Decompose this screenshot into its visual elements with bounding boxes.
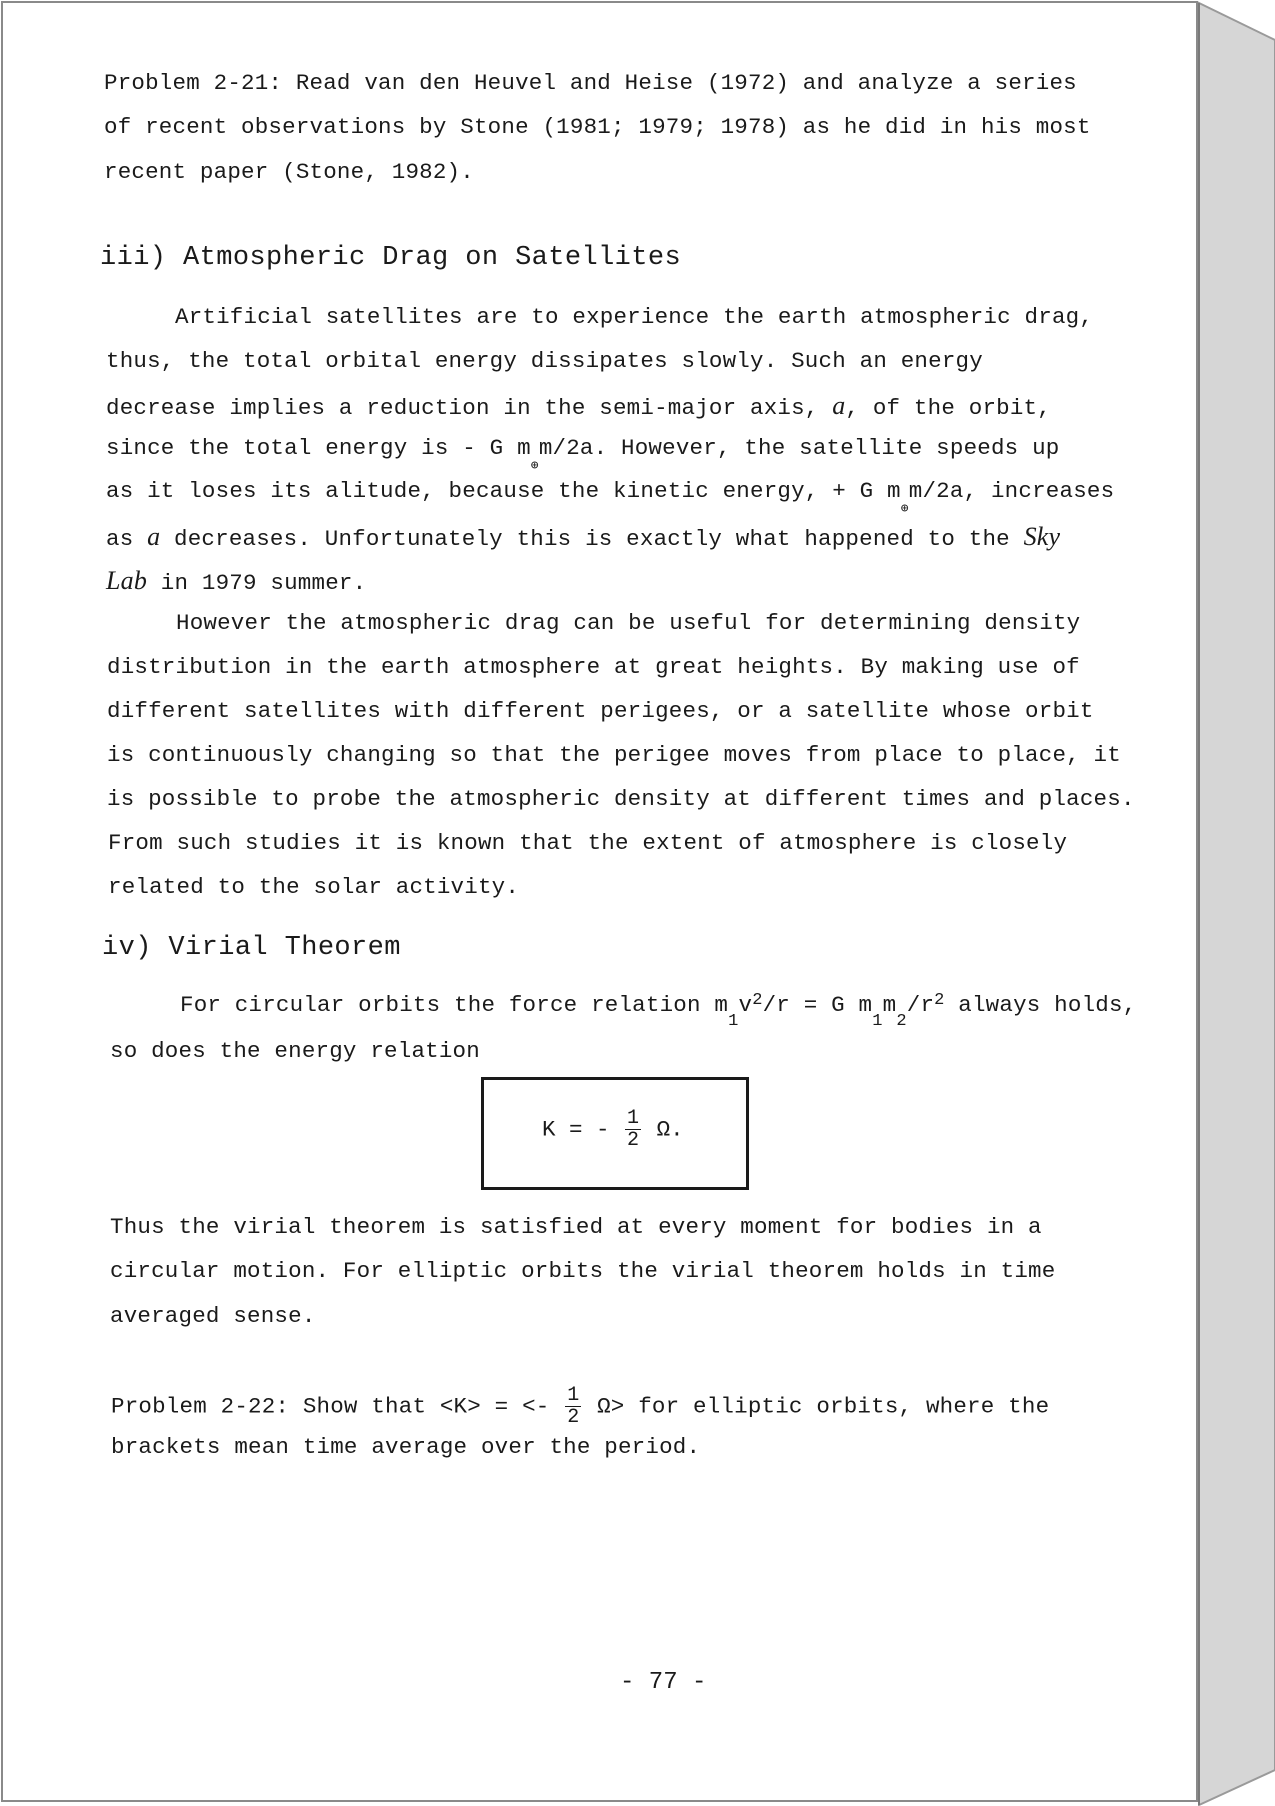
text-fragment: always holds, [944, 992, 1137, 1018]
drag-paragraph-1-line-5 [106, 478, 1115, 516]
text-fragment: /r = G m [762, 992, 873, 1018]
text-fragment: as it loses its alitude, because the kinetic energy, + G m [106, 478, 901, 504]
boxed-equation [542, 1108, 684, 1151]
virial-line-2: so does the energy relation [110, 1038, 480, 1064]
text-fragment: /r [906, 992, 935, 1018]
equation-lhs: K = - [542, 1116, 610, 1143]
virial-line-1 [180, 991, 1137, 1031]
virial-after-line-2: circular motion. For elliptic orbits the virial theorem holds in time [110, 1258, 1056, 1284]
superscript: 2 [752, 991, 763, 1010]
drag-paragraph-2-line-2: distribution in the earth atmosphere at great heights. By making use of [107, 654, 1080, 680]
text-fragment: , of the orbit, [845, 395, 1051, 421]
earth-symbol: ⊕ [900, 501, 909, 516]
drag-paragraph-2-line-3: different satellites with different perigees, or a satellite whose orbit [107, 698, 1094, 724]
sky-lab-italic: Sky [1023, 522, 1061, 551]
page-edge-face [1199, 3, 1275, 1805]
fraction-numerator: 1 [567, 1384, 580, 1407]
earth-symbol: ⊕ [530, 458, 539, 473]
drag-paragraph-1-line-4 [106, 435, 1060, 473]
text-fragment: Problem 2-22: Show that <K> = <- [111, 1393, 550, 1420]
sky-lab-italic: Lab [106, 566, 148, 595]
text-fragment: since the total energy is - G m [106, 435, 531, 461]
drag-paragraph-2-line-4: is continuously changing so that the perigee moves from place to place, it [107, 742, 1121, 768]
text-fragment: m [882, 992, 897, 1018]
fraction-denominator: 2 [627, 1129, 640, 1152]
drag-paragraph-2-line-6: From such studies it is known that the extent of atmosphere is closely [108, 830, 1068, 856]
superscript: 2 [934, 991, 945, 1010]
drag-paragraph-1-line-3 [106, 393, 1051, 420]
section-iv-heading: iv) Virial Theorem [102, 933, 401, 963]
drag-paragraph-1-line-7 [106, 568, 366, 595]
text-fragment: m/2a, increases [908, 478, 1115, 504]
problem-2-21-line-2: of recent observations by Stone (1981; 1979; 1978) as he did in his most [104, 114, 1091, 140]
drag-paragraph-2-line-5: is possible to probe the atmospheric density at different times and places. [107, 786, 1135, 812]
text-fragment: as [106, 526, 148, 552]
drag-paragraph-1-line-1: Artificial satellites are to experience the earth atmospheric drag, [175, 304, 1094, 330]
semi-major-axis-symbol: a [832, 391, 846, 420]
subscript: 1 [872, 1012, 883, 1031]
problem-2-21-line-3: recent paper (Stone, 1982). [104, 159, 474, 185]
text-fragment: m/2a. However, the satellite speeds up [538, 435, 1060, 461]
fraction-numerator: 1 [627, 1107, 640, 1130]
drag-paragraph-2-line-7: related to the solar activity. [108, 874, 520, 900]
problem-2-22-line-2: brackets mean time average over the period. [111, 1434, 701, 1460]
fraction-denominator: 2 [567, 1406, 580, 1429]
drag-paragraph-1-line-2: thus, the total orbital energy dissipates slowly. Such an energy [106, 348, 983, 374]
virial-after-line-3: averaged sense. [110, 1303, 316, 1329]
text-fragment: For circular orbits the force relation m [180, 992, 729, 1018]
equation-rhs: Ω. [656, 1116, 684, 1143]
drag-paragraph-2-line-1: However the atmospheric drag can be useful for determining density [176, 610, 1081, 636]
subscript: 2 [896, 1012, 907, 1031]
text-fragment: decrease implies a reduction in the semi-major axis, [106, 395, 833, 421]
semi-major-axis-symbol: a [147, 522, 161, 551]
problem-2-22-line-1 [111, 1385, 1049, 1428]
text-fragment: in 1979 summer. [147, 570, 367, 596]
text-fragment: v [738, 992, 753, 1018]
text-fragment: decreases. Unfortunately this is exactly what happened to the [160, 526, 1024, 552]
one-half-fraction [565, 1385, 581, 1428]
subscript: 1 [728, 1012, 739, 1031]
text-fragment: Ω> for elliptic orbits, where the [597, 1393, 1050, 1420]
section-iii-heading: iii) Atmospheric Drag on Satellites [100, 243, 682, 273]
drag-paragraph-1-line-6 [106, 524, 1060, 551]
page-number: - 77 - [620, 1669, 707, 1696]
virial-after-line-1: Thus the virial theorem is satisfied at every moment for bodies in a [110, 1214, 1042, 1240]
problem-2-21-line-1: Problem 2-21: Read van den Heuvel and Heise (1972) and analyze a series [104, 70, 1077, 96]
one-half-fraction [625, 1108, 641, 1151]
